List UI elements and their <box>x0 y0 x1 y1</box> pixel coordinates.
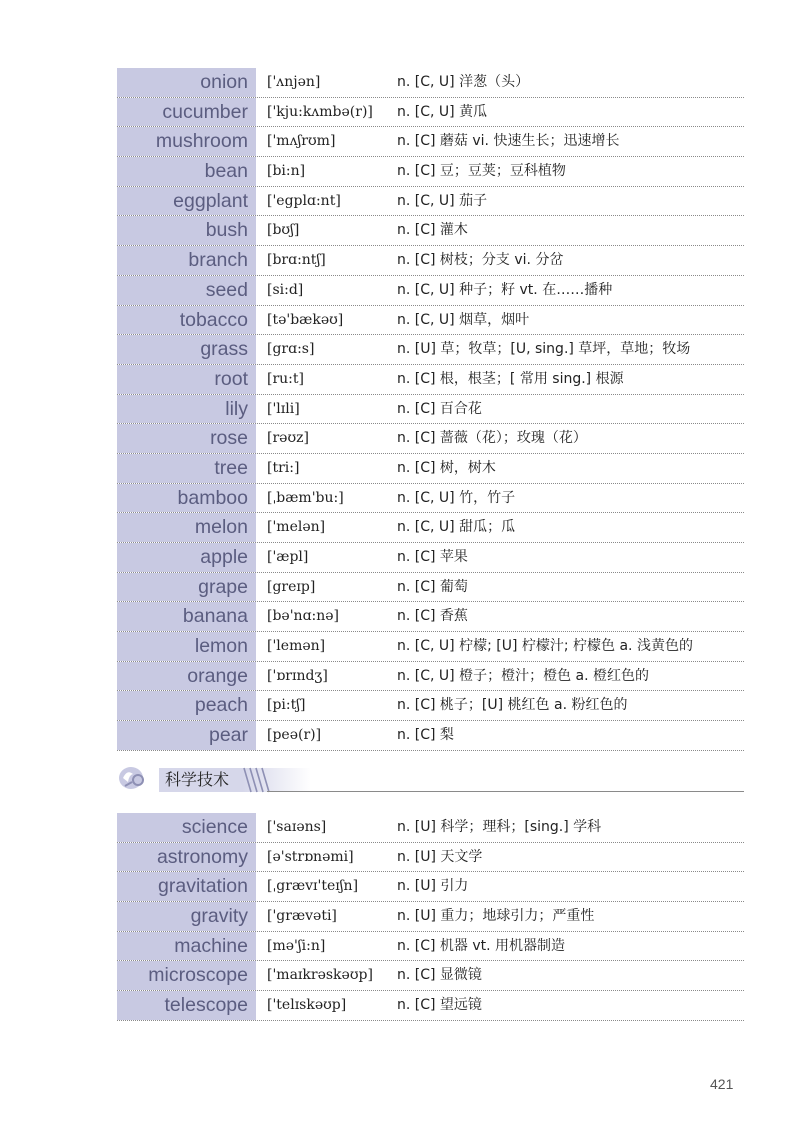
vocab-word: science <box>117 813 257 842</box>
vocab-word: mushroom <box>117 127 257 156</box>
vocab-row <box>117 484 744 514</box>
vocab-definition: n. [C, U] 柠檬; [U] 柠檬汁; 柠檬色 a. 浅黄色的 <box>397 638 693 655</box>
vocab-phonetic: [tə'bækəʊ] <box>267 311 344 328</box>
vocab-definition: n. [C] 葡萄 <box>397 578 468 595</box>
vocab-definition: n. [U] 重力；地球引力；严重性 <box>397 908 595 925</box>
vocab-row <box>117 424 744 454</box>
vocab-definition: n. [C] 树，树木 <box>397 459 496 476</box>
vocab-row <box>117 991 744 1021</box>
section-title: 科学技术 <box>165 770 230 789</box>
vocab-row <box>117 932 744 962</box>
vocab-phonetic: [peə(r)] <box>267 727 322 744</box>
vocab-phonetic: [si:d] <box>267 281 304 298</box>
vocab-definition: n. [C] 根，根茎；[ 常用 sing.] 根源 <box>397 370 624 387</box>
vocab-phonetic: ['grævəti] <box>267 908 337 925</box>
vocab-phonetic: ['kju:kʌmbə(r)] <box>267 103 373 120</box>
vocab-word: peach <box>117 691 257 720</box>
vocab-definition: n. [C, U] 黄瓜 <box>397 103 488 120</box>
vocab-definition: n. [U] 科学；理科；[sing.] 学科 <box>397 819 602 835</box>
vocab-row <box>117 246 744 276</box>
vocab-definition: n. [C] 苹果 <box>397 549 468 565</box>
vocab-row <box>117 365 744 395</box>
vocab-row <box>117 127 744 157</box>
vocab-word: machine <box>117 932 257 961</box>
vocab-phonetic: ['mʌʃrʊm] <box>267 133 336 150</box>
vocab-phonetic: [bi:n] <box>267 163 306 180</box>
vocab-row <box>117 306 744 336</box>
vocab-row <box>117 573 744 603</box>
vocab-word: bush <box>117 216 257 245</box>
vocab-word: rose <box>117 424 257 453</box>
vocab-word: apple <box>117 543 257 572</box>
vocab-row <box>117 68 744 98</box>
vocab-row <box>117 216 744 246</box>
section-title-band <box>159 768 311 792</box>
vocab-definition: n. [C, U] 橙子；橙汁；橙色 a. 橙红色的 <box>397 667 649 684</box>
vocab-word: bamboo <box>117 484 257 513</box>
vocab-phonetic: ['egplɑ:nt] <box>267 192 341 209</box>
vocab-word: tobacco <box>117 306 257 335</box>
vocab-word: gravitation <box>117 872 257 901</box>
title-stripes-icon <box>242 766 270 794</box>
vocab-word: tree <box>117 454 257 483</box>
vocab-word: microscope <box>117 961 257 990</box>
vocab-row <box>117 632 744 662</box>
vocab-word: eggplant <box>117 187 257 216</box>
vocab-row <box>117 187 744 217</box>
vocab-row <box>117 902 744 932</box>
vocab-definition: n. [C, U] 甜瓜；瓜 <box>397 519 516 536</box>
vocab-row <box>117 961 744 991</box>
vocab-row <box>117 843 744 873</box>
vocab-phonetic: ['lemən] <box>267 638 326 655</box>
vocab-definition: n. [C, U] 烟草，烟叶 <box>397 311 530 328</box>
vocab-phonetic: [greɪp] <box>267 578 316 595</box>
section-rule <box>267 791 744 792</box>
vocab-word: telescope <box>117 991 257 1020</box>
vocab-word: melon <box>117 513 257 542</box>
vocab-phonetic: [bə'nɑ:nə] <box>267 608 340 625</box>
vocab-phonetic: ['ʌnjən] <box>267 74 321 90</box>
vocab-row <box>117 513 744 543</box>
vocab-row <box>117 98 744 128</box>
vocab-word: cucumber <box>117 98 257 127</box>
vocab-phonetic: [ru:t] <box>267 370 304 387</box>
vocab-row <box>117 872 744 902</box>
vocab-word: orange <box>117 662 257 691</box>
science-vocab-table <box>117 813 744 1021</box>
vocab-definition: n. [C] 望远镜 <box>397 997 482 1014</box>
page-number: 421 <box>710 1076 734 1092</box>
vocab-phonetic: [mə'ʃi:n] <box>267 937 326 954</box>
vocab-phonetic: ['æpl] <box>267 549 309 565</box>
vocab-phonetic: [pi:tʃ] <box>267 697 306 714</box>
vocab-phonetic: [grɑ:s] <box>267 341 315 358</box>
vocab-row <box>117 691 744 721</box>
vocab-word: gravity <box>117 902 257 931</box>
vocab-row <box>117 395 744 425</box>
vocab-row <box>117 454 744 484</box>
vocab-definition: n. [U] 引力 <box>397 878 469 895</box>
vocab-phonetic: ['maɪkrəskəʊp] <box>267 967 373 984</box>
vocab-phonetic: ['lɪli] <box>267 400 300 417</box>
vocab-row <box>117 157 744 187</box>
vocab-definition: n. [C] 机器 vt. 用机器制造 <box>397 937 566 954</box>
vocab-definition: n. [C] 梨 <box>397 727 454 744</box>
vocab-row <box>117 813 744 843</box>
vocab-definition: n. [C, U] 竹，竹子 <box>397 489 516 506</box>
vocab-definition: n. [C] 香蕉 <box>397 608 468 625</box>
vocab-definition: n. [C] 豆；豆荚；豆科植物 <box>397 163 566 180</box>
vocab-definition: n. [C] 百合花 <box>397 400 482 417</box>
vocab-definition: n. [U] 天文学 <box>397 848 483 865</box>
vocab-row <box>117 602 744 632</box>
vocab-word: astronomy <box>117 843 257 872</box>
vocab-phonetic: [tri:] <box>267 459 300 476</box>
vocab-phonetic: ['melən] <box>267 519 326 536</box>
vocab-phonetic: [rəʊz] <box>267 430 309 447</box>
vocab-phonetic: ['ɒrɪndʒ] <box>267 667 328 684</box>
vocab-phonetic: ['saɪəns] <box>267 819 327 835</box>
vocab-definition: n. [U] 草；牧草；[U, sing.] 草坪，草地；牧场 <box>397 341 691 358</box>
section-badge-icon <box>117 764 153 792</box>
vocab-definition: n. [C] 蔷薇（花）；玫瑰（花） <box>397 430 587 447</box>
vocab-row <box>117 543 744 573</box>
vocab-word: branch <box>117 246 257 275</box>
vocab-row <box>117 335 744 365</box>
vocab-word: onion <box>117 68 257 97</box>
vocab-definition: n. [C] 灌木 <box>397 222 468 239</box>
vocab-phonetic: [bʊʃ] <box>267 222 300 239</box>
vocab-phonetic: [ˌbæm'bu:] <box>267 489 344 506</box>
vocab-word: pear <box>117 721 257 750</box>
vocab-phonetic: ['telɪskəʊp] <box>267 997 347 1014</box>
vocab-word: grape <box>117 573 257 602</box>
vocab-word: grass <box>117 335 257 364</box>
vocab-word: lily <box>117 395 257 424</box>
vocab-word: banana <box>117 602 257 631</box>
vocab-row <box>117 662 744 692</box>
vocab-definition: n. [C] 显微镜 <box>397 967 482 984</box>
vocab-phonetic: [ə'strɒnəmi] <box>267 848 354 865</box>
vocab-word: seed <box>117 276 257 305</box>
plants-vocab-table <box>117 68 744 751</box>
vocab-word: root <box>117 365 257 394</box>
vocab-definition: n. [C, U] 茄子 <box>397 192 488 209</box>
vocab-definition: n. [C] 树枝；分支 vi. 分岔 <box>397 252 564 269</box>
vocab-definition: n. [C, U] 洋葱（头） <box>397 74 530 90</box>
section-header <box>117 762 744 796</box>
vocab-definition: n. [C] 桃子；[U] 桃红色 a. 粉红色的 <box>397 697 628 714</box>
vocab-definition: n. [C] 蘑菇 vi. 快速生长；迅速增长 <box>397 133 620 150</box>
vocab-word: bean <box>117 157 257 186</box>
vocab-row <box>117 721 744 751</box>
vocab-row <box>117 276 744 306</box>
vocab-phonetic: [ˌgrævɪ'teɪʃn] <box>267 878 359 895</box>
vocab-word: lemon <box>117 632 257 661</box>
vocab-phonetic: [brɑ:ntʃ] <box>267 252 326 269</box>
vocab-definition: n. [C, U] 种子；籽 vt. 在……播种 <box>397 281 613 298</box>
